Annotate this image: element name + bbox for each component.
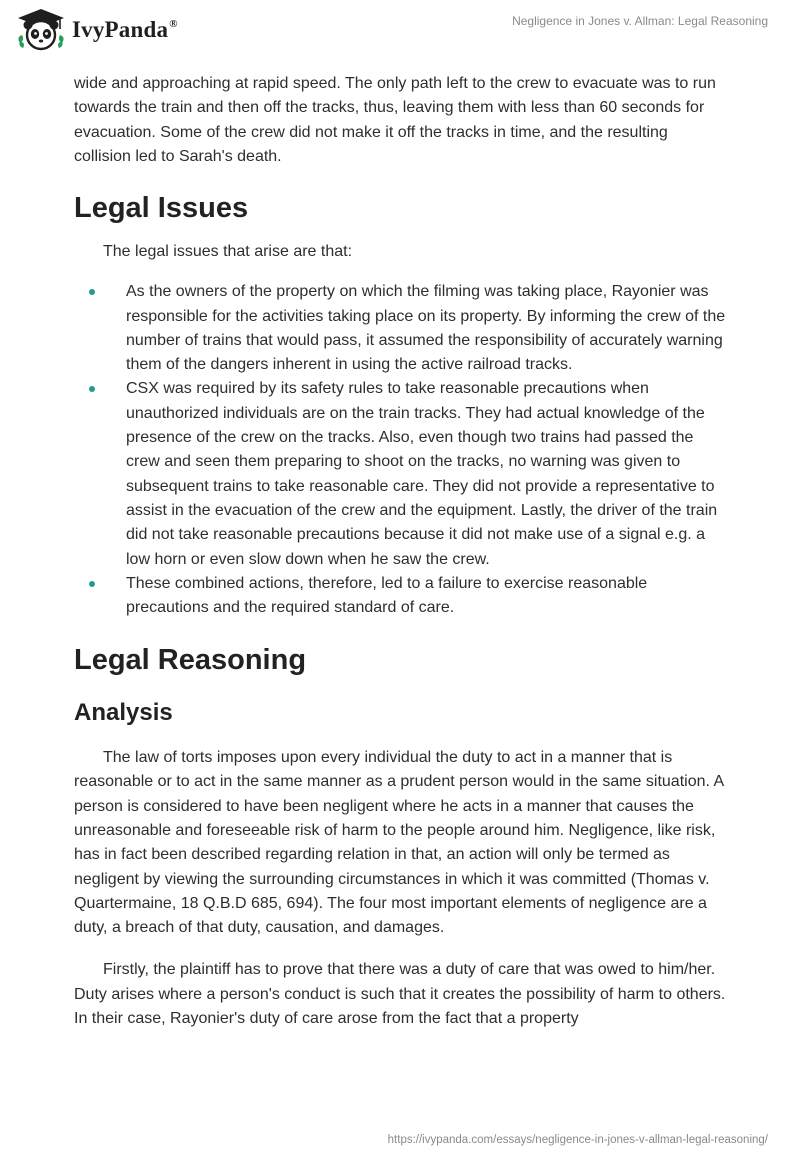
brand-name: IvyPanda® [72,17,178,42]
analysis-heading: Analysis [74,699,173,727]
analysis-paragraph: The law of torts imposes upon every individual the duty to act in a manner that is reasonable or to act in the same manner as a prudent person would in the same situation. A person is considered to have been negligent where he acts in a manner that causes the unreasonable and foreseeable risk of harm to the people around him. Negligence, like risk, has in fact been described regarding relation in that, an action will only be termed as negligent by viewing the surrounding circumstances in which it was committed (Thomas v. Quartermaine, 18 Q.B.D 685, 694). The four most important elements of negligence are a duty, a breach of that duty, causation, and damages. [74,749,724,937]
list-item-text: CSX was required by its safety rules to take reasonable precautions when unauthorized individuals are on the train tracks. They had actual knowledge of the presence of the crew on the tracks. Also, even though two trains had passed the crew and seen them preparing to shoot on the tracks, no warning was given to subsequent trains to take reasonable care. They did not provide a representative to assist in the evacuation of the crew and the equipment. Lastly, the driver of the train did not take reasonable precautions because it did not make use of a signal e.g. a low horn or even slow down when he saw the crew. [126,380,718,568]
legal-reasoning-heading: Legal Reasoning [74,644,307,677]
legal-issues-lead: The legal issues that arise are that: [103,242,353,260]
source-url-link[interactable]: https://ivypanda.com/essays/negligence-in-jones-v-allman-legal-reasoning/ [387,1134,768,1146]
duty-paragraph: Firstly, the plaintiff has to prove that there was a duty of care that was owed to him/her. Duty arises where a person's conduct is such that it creates the possibility of harm to others. In their case, Rayonier's duty of care arose from the fact that a property [74,961,726,1027]
bullet-icon [89,386,95,392]
list-item [74,377,726,571]
registered-mark: ® [169,18,178,30]
legal-issues-list [74,280,726,620]
page-header [0,0,800,66]
panda-icon [14,7,68,53]
list-item-text: As the owners of the property on which the filming was taking place, Rayonier was responsible for the activities taking place on its property. By informing the crew of the number of trains that would pass, it assumed the responsibility of accurately warning them of the dangers inherent in using the active railroad tracks. [126,283,726,374]
list-item-text: These combined actions, therefore, led to a failure to exercise reasonable precautions and the required standard of care. [126,574,648,617]
list-item [74,280,726,377]
list-item [74,572,726,621]
ivypanda-logo[interactable] [14,7,178,53]
bullet-icon [89,581,95,587]
intro-paragraph: wide and approaching at rapid speed. The only path left to the crew to evacuate was to run towards the train and then off the tracks, thus, leaving them with less than 60 seconds for evacuation. Some of the crew did not make it off the tracks in time, and the resulting collision led to Sarah's death. [74,75,716,165]
document-title: Negligence in Jones v. Allman: Legal Reasoning [512,14,768,28]
legal-issues-heading: Legal Issues [74,192,249,225]
essay-content [74,72,726,1031]
bullet-icon [89,289,95,295]
